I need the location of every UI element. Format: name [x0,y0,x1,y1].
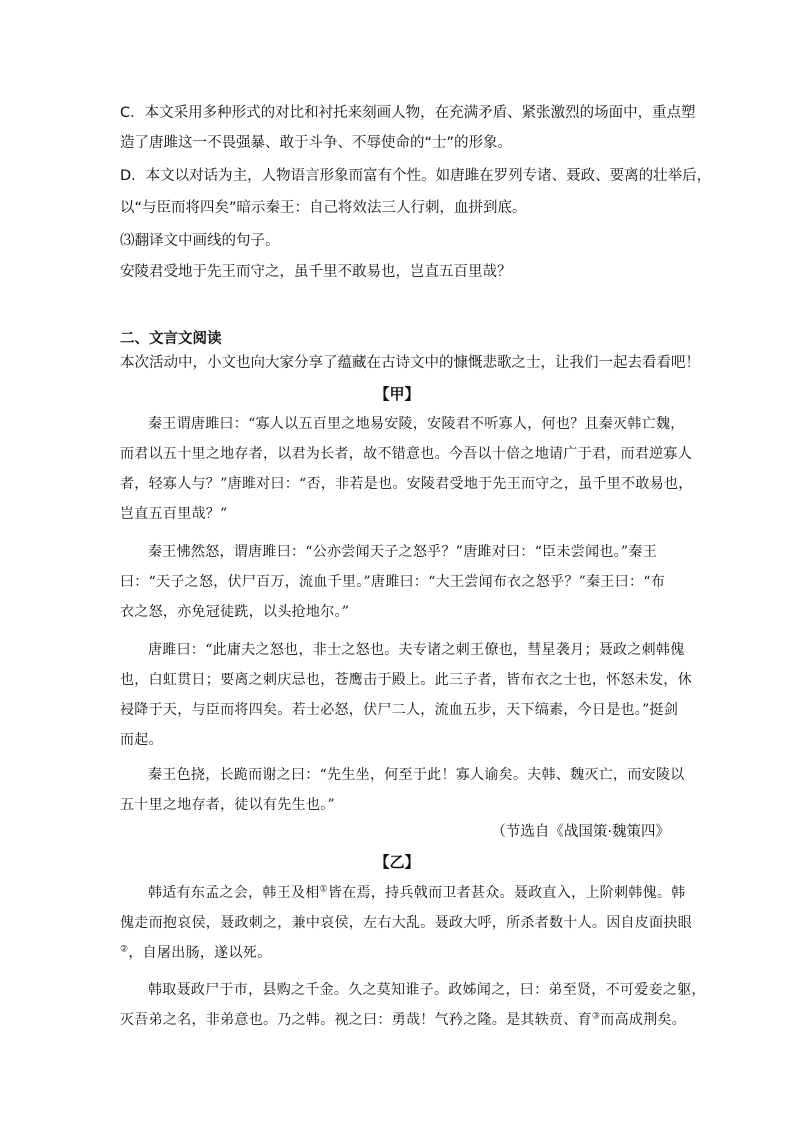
passage-jia-source: （节选自《战国策·魏策四》 [491,824,670,840]
footnote-marker: ① [319,884,328,895]
passage-yi-line-1 [120,883,686,903]
passage-yi-text: 灭吾弟之名，非弟意也。乃之韩。视之曰：勇哉！气矜之隆。是其轶贲、育 [120,1012,592,1028]
passage-yi-line-4: 韩取聂政尸于市，县购之千金。久之莫知谁子。政姊闻之，曰：弟至贤，不可爱妾之躯， [148,982,706,998]
passage-yi-line-5 [120,1010,687,1030]
passage-jia-line: 而起。 [120,732,163,748]
passage-jia-line: 而君以五十里之地存者，以君为长者，故不错意也。今吾以十倍之地请广于君，而君逆寡人 [120,446,692,462]
passage-jia-line: 者，轻寡人与？”唐雎对曰：“否，非若是也。安陵君受地于先王而守之，虽千里不敢易也， [120,476,693,492]
passage-yi-text: 皆在焉，持兵戟而卫者甚众。聂政直入，上阶刺韩傀。韩 [327,885,686,901]
question-3-sentence: 安陵君受地于先王而守之，虽千里不敢易也，岂直五百里哉？ [120,264,512,280]
passage-jia-line: 唐雎曰：“此庸夫之怒也，非士之怒也。夫专诸之刺王僚也，彗星袭月；聂政之刺韩傀 [148,642,685,658]
passage-yi-title: 【乙】 [374,853,420,871]
question-3-prompt: ⑶翻译文中画线的句子。 [120,233,280,249]
passage-yi-text: ，自屠出肠，遂以死。 [128,945,272,961]
passage-yi-text: 韩适有东孟之会，韩王及相 [148,885,320,901]
passage-jia-line: 五十里之地存者，徒以有先生也。” [120,797,335,813]
passage-jia-line: 秦王怫然怒，谓唐雎曰：“公亦尝闻天子之怒乎？”唐雎对曰：“臣未尝闻也。”秦王 [148,544,658,560]
passage-yi-line-3 [120,943,680,963]
passage-jia-line: 秦王谓唐雎曰：“寡人以五百里之地易安陵，安陵君不听寡人，何也？且秦灭韩亡魏， [148,416,685,432]
option-d-line-2: 以“与臣而将四矣”暗示秦王：自己将效法三人行刺，血拼到底。 [120,200,527,216]
passage-jia-line: 衣之怒，亦免冠徒跣，以头抢地尔。” [120,604,350,620]
passage-jia-line: 岂直五百里哉？” [120,506,228,522]
section-heading: 二、文言文阅读 [120,331,222,347]
section-intro: 本次活动中，小文也向大家分享了蕴藏在古诗文中的慷慨悲歌之士，让我们一起去看看吧！ [120,355,700,371]
option-d-line-1: D．本文以对话为主，人物语言形象而富有个性。如唐雎在罗列专诸、聂政、要离的壮举后， [120,168,712,184]
option-c-line-1: C．本文采用多种形式的对比和衬托来刻画人物，在充满矛盾、紧张激烈的场面中，重点塑 [120,105,696,121]
passage-yi-text: 而高成荆矣。 [600,1012,687,1028]
footnote-marker: ② [120,944,129,955]
footnote-marker: ③ [591,1011,601,1022]
passage-jia-line: 也，白虹贯日；要离之刺庆忌也，苍鹰击于殿上。此三子者，皆布衣之士也，怀怒未发，休 [120,672,692,688]
passage-yi-line-2: 傀走而抱哀侯，聂政刺之，兼中哀侯，左右大乱。聂政大呼，所杀者数十人。因自皮面抉眼 [120,915,692,931]
option-c-line-2: 造了唐雎这一不畏强暴、敢于斗争、不辱使命的“士”的形象。 [120,135,513,151]
passage-jia-line: 曰：“天子之怒，伏尸百万，流血千里。”唐雎曰：“大王尝闻布衣之怒乎？”秦王曰：“布 [120,574,666,590]
passage-jia-line: 祲降于天，与臣而将四矣。若士必怒，伏尸二人，流血五步，天下缟素，今日是也。”挺剑 [120,702,679,718]
passage-jia-title: 【甲】 [374,385,420,403]
passage-jia-line: 秦王色挠，长跪而谢之曰：“先生坐，何至于此！寡人谕矣。夫韩、魏灭亡，而安陵以 [148,767,685,783]
